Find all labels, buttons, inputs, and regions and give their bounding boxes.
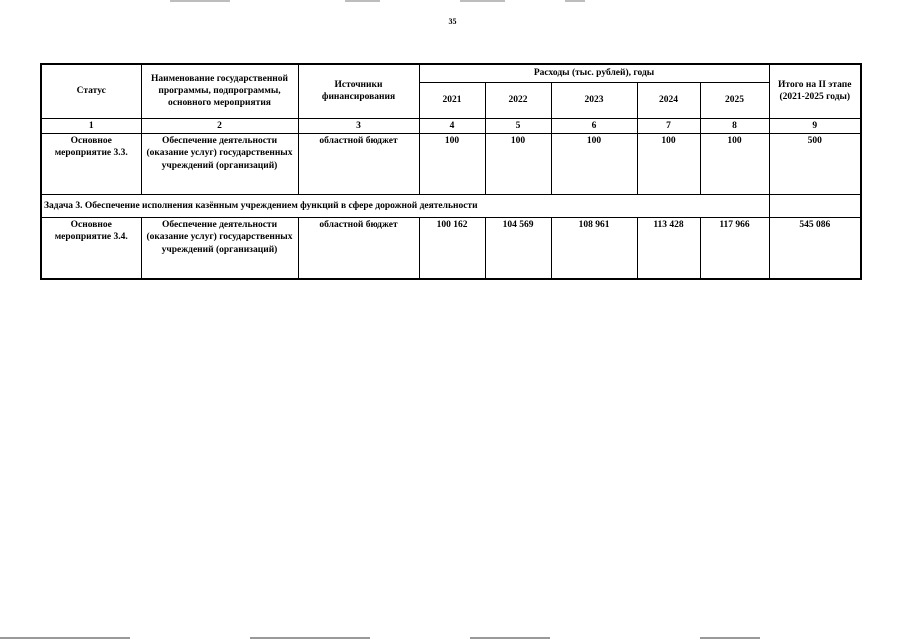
task-cell: Задача 3. Обеспечение исполнения казённым учреждением функций в сфере дорожной деятельности xyxy=(41,194,769,217)
total-cell: 500 xyxy=(769,133,861,194)
name-cell: Обеспечение деятельности (оказание услуг) государственных учреждений (организаций) xyxy=(141,217,298,279)
scan-artifact-top xyxy=(345,0,380,2)
scan-artifact-top xyxy=(460,0,505,2)
value-cell: 100 xyxy=(700,133,769,194)
name-cell: Обеспечение деятельности (оказание услуг) государственных учреждений (организаций) xyxy=(141,133,298,194)
header-year: 2022 xyxy=(485,82,551,118)
value-cell: 100 162 xyxy=(419,217,485,279)
header-year: 2025 xyxy=(700,82,769,118)
header-name: Наименование государственной программы, подпрограммы, основного мероприятия xyxy=(141,64,298,118)
scan-artifact-bottom xyxy=(470,637,550,639)
source-cell: областной бюджет xyxy=(298,133,419,194)
column-number: 9 xyxy=(769,118,861,133)
table-row xyxy=(41,217,861,279)
column-number: 7 xyxy=(637,118,700,133)
column-number: 8 xyxy=(700,118,769,133)
column-number: 3 xyxy=(298,118,419,133)
column-number: 4 xyxy=(419,118,485,133)
scan-artifact-bottom xyxy=(0,637,130,639)
column-number: 5 xyxy=(485,118,551,133)
table-row xyxy=(41,133,861,194)
column-number: 1 xyxy=(41,118,141,133)
scan-artifact-bottom xyxy=(250,637,370,639)
task-total-cell xyxy=(769,194,861,217)
header-year: 2024 xyxy=(637,82,700,118)
scan-artifact-top xyxy=(565,0,585,2)
header-row xyxy=(41,64,861,82)
source-cell: областной бюджет xyxy=(298,217,419,279)
value-cell: 100 xyxy=(637,133,700,194)
value-cell: 104 569 xyxy=(485,217,551,279)
scan-artifact-bottom xyxy=(700,637,760,639)
status-cell: Основное мероприятие 3.3. xyxy=(41,133,141,194)
status-cell: Основное мероприятие 3.4. xyxy=(41,217,141,279)
budget-table xyxy=(40,63,862,280)
header-expenses: Расходы (тыс. рублей), годы xyxy=(419,64,769,82)
header-sources: Источники финансирования xyxy=(298,64,419,118)
total-cell: 545 086 xyxy=(769,217,861,279)
value-cell: 117 966 xyxy=(700,217,769,279)
column-number: 2 xyxy=(141,118,298,133)
task-row xyxy=(41,194,861,217)
value-cell: 113 428 xyxy=(637,217,700,279)
value-cell: 108 961 xyxy=(551,217,637,279)
header-total: Итого на II этапе (2021-2025 годы) xyxy=(769,64,861,118)
value-cell: 100 xyxy=(485,133,551,194)
header-year: 2023 xyxy=(551,82,637,118)
header-status: Статус xyxy=(41,64,141,118)
value-cell: 100 xyxy=(419,133,485,194)
scan-artifact-top xyxy=(170,0,230,2)
page-number: 35 xyxy=(448,17,457,26)
header-year: 2021 xyxy=(419,82,485,118)
column-number-row xyxy=(41,118,861,133)
value-cell: 100 xyxy=(551,133,637,194)
column-number: 6 xyxy=(551,118,637,133)
